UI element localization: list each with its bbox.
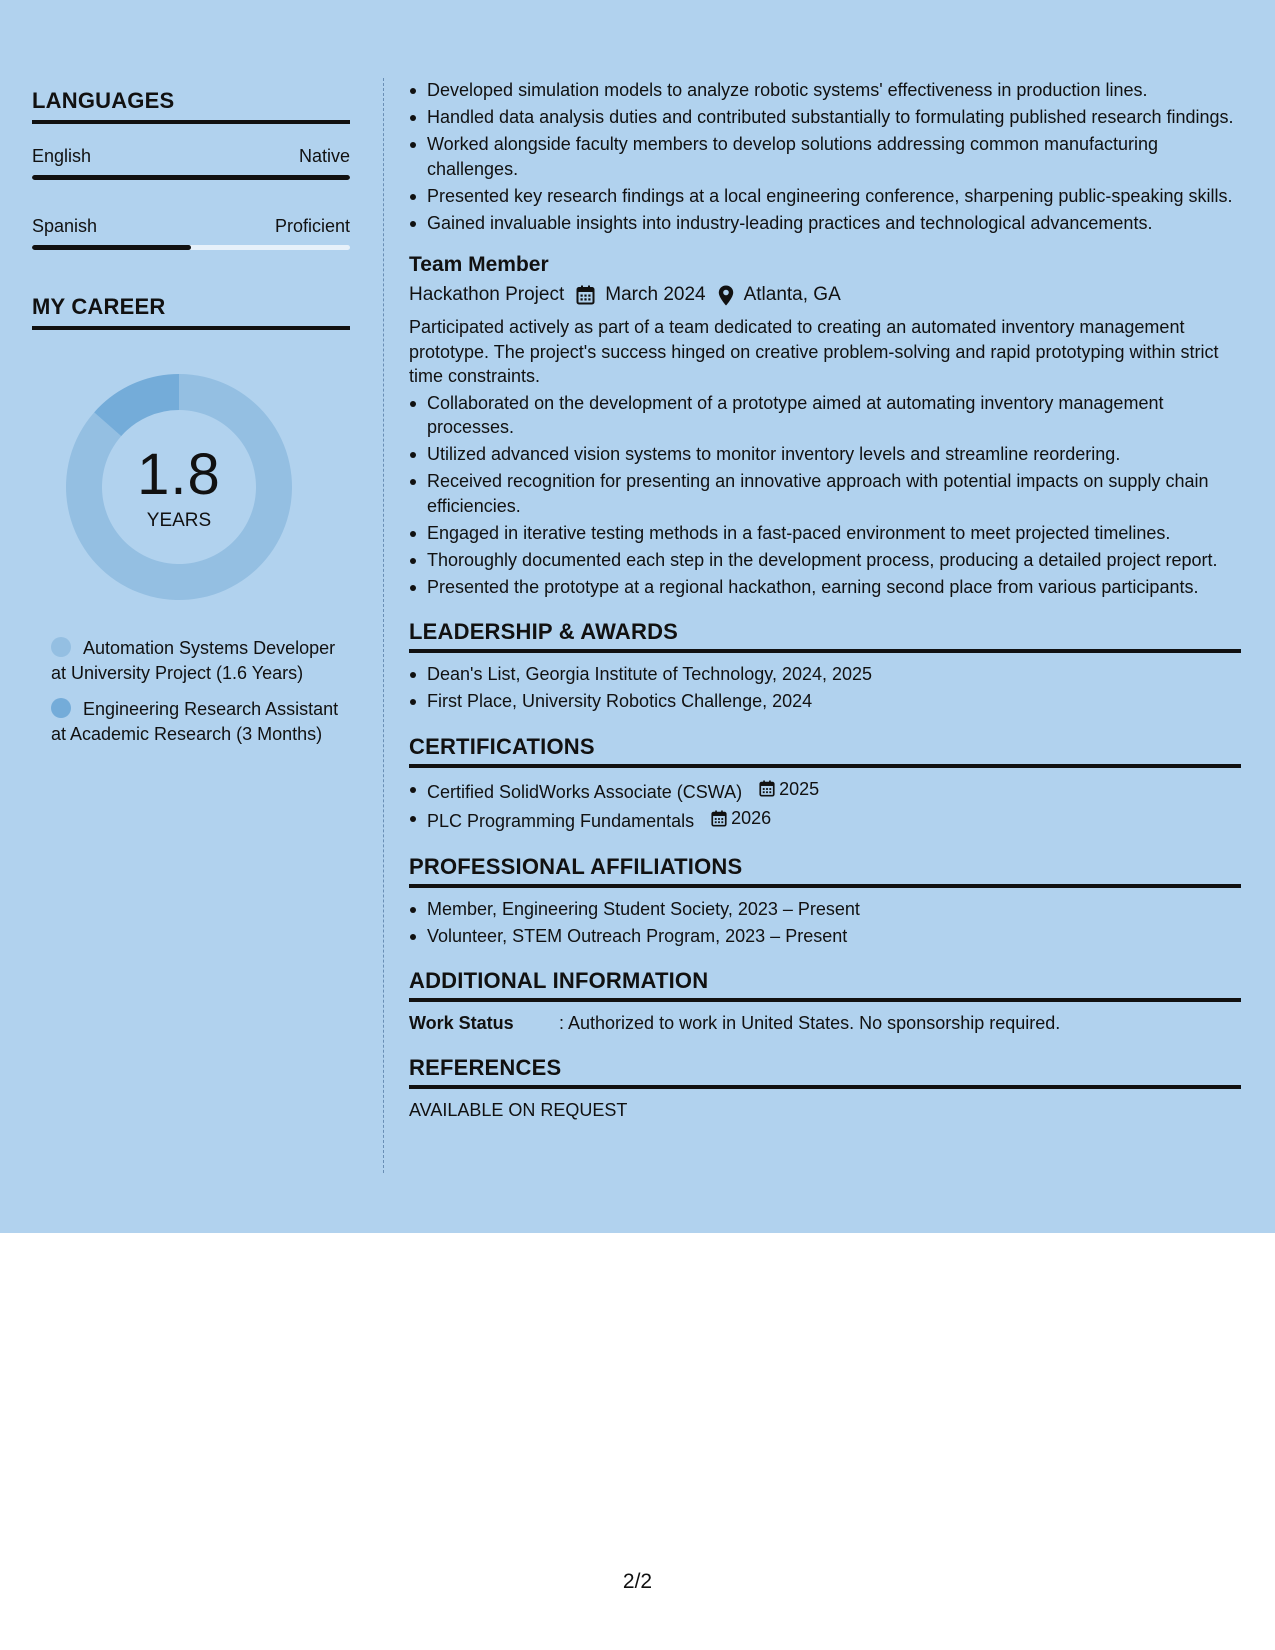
list-item: Utilized advanced vision systems to monitor inventory levels and streamline reordering. [409, 442, 1241, 467]
career-legend-text: Engineering Research Assistant at Academic Research (3 Months) [51, 699, 339, 744]
certification-name: PLC Programming Fundamentals [427, 811, 695, 831]
language-proficiency-bar [32, 245, 350, 250]
list-item: First Place, University Robotics Challenge, 2024 [409, 689, 1241, 714]
list-item: Received recognition for presenting an innovative approach with potential impacts on supply chain efficiencies. [409, 469, 1241, 518]
affiliations-list [409, 897, 1241, 949]
work-status-value: : Authorized to work in United States. No sponsorship required. [559, 1013, 1061, 1033]
sidebar [32, 88, 350, 758]
list-item: Collaborated on the development of a prototype aimed at automating inventory management processes. [409, 391, 1241, 440]
list-item: Presented the prototype at a regional hackathon, earning second place from various participants. [409, 575, 1241, 600]
language-name: Spanish [32, 216, 98, 236]
list-item: Developed simulation models to analyze robotic systems' effectiveness in production lines. [409, 78, 1241, 103]
list-item: Member, Engineering Student Society, 2023 – Present [409, 897, 1241, 922]
career-legend-item [51, 697, 341, 746]
leadership-list [409, 662, 1241, 714]
certifications-list [409, 777, 1241, 834]
legend-dot [51, 637, 71, 657]
certification-year: 2025 [779, 778, 820, 799]
list-item [409, 806, 1241, 833]
list-item: Handled data analysis duties and contributed substantially to formulating published research findings. [409, 105, 1241, 130]
references-text: AVAILABLE ON REQUEST [409, 1100, 628, 1120]
list-item: Thoroughly documented each step in the development process, producing a detailed project report. [409, 548, 1241, 573]
calendar-icon [711, 810, 727, 827]
certifications-heading: CERTIFICATIONS [409, 734, 1241, 768]
location-pin-icon [718, 285, 734, 306]
job-meta [409, 281, 1241, 309]
job-title: Team Member [409, 253, 549, 276]
language-level: Proficient [274, 216, 350, 236]
list-item: Engaged in iterative testing methods in a fast-paced environment to meet projected timelines. [409, 521, 1241, 546]
career-total-value: 1.8 [137, 442, 221, 507]
language-proficiency-fill [32, 175, 350, 180]
languages-heading: LANGUAGES [32, 88, 350, 124]
language-level: Native [298, 146, 350, 166]
job-description: Participated actively as part of a team dedicated to creating an automated inventory management prototype. The project's success hinged on creative problem-solving and rapid prototyping within strict time constraints. [409, 317, 1219, 386]
language-entry [32, 146, 350, 180]
work-status-label: Work Status [409, 1013, 514, 1033]
list-item: Gained invaluable insights into industry-leading practices and technological advancements. [409, 211, 1241, 236]
job-company: Hackathon Project [409, 284, 565, 305]
calendar-icon [576, 285, 595, 305]
list-item: Volunteer, STEM Outreach Program, 2023 – Present [409, 924, 1241, 949]
career-heading: MY CAREER [32, 294, 350, 330]
list-item: Worked alongside faculty members to develop solutions addressing common manufacturing challenges. [409, 132, 1241, 181]
language-name: English [32, 146, 92, 166]
work-status-row [409, 1011, 1241, 1035]
career-total-unit: YEARS [146, 510, 212, 531]
job-location: Atlanta, GA [743, 284, 841, 305]
previous-job-bullets [409, 78, 1241, 235]
leadership-heading: LEADERSHIP & AWARDS [409, 619, 1241, 653]
list-item: Presented key research findings at a local engineering conference, sharpening public-speaking skills. [409, 184, 1241, 209]
additional-info-heading: ADDITIONAL INFORMATION [409, 968, 1241, 1002]
list-item [409, 777, 1241, 804]
career-legend-text: Automation Systems Developer at University Project (1.6 Years) [51, 638, 336, 683]
page-number: 2/2 [622, 1570, 653, 1593]
certification-year: 2026 [731, 808, 772, 829]
references-heading: REFERENCES [409, 1055, 1241, 1089]
column-divider [383, 78, 384, 1173]
career-legend [51, 636, 341, 746]
main-content [409, 78, 1241, 1122]
language-proficiency-bar [32, 175, 350, 180]
job-bullets [409, 391, 1241, 600]
affiliations-heading: PROFESSIONAL AFFILIATIONS [409, 854, 1241, 888]
legend-dot [51, 698, 71, 718]
career-legend-item [51, 636, 341, 685]
language-proficiency-fill [32, 245, 191, 250]
job-date: March 2024 [605, 284, 706, 305]
certification-name: Certified SolidWorks Associate (CSWA) [427, 781, 743, 802]
language-entry [32, 216, 350, 250]
list-item: Dean's List, Georgia Institute of Technology, 2024, 2025 [409, 662, 1241, 687]
calendar-icon [759, 780, 775, 797]
career-donut-chart [66, 374, 292, 600]
